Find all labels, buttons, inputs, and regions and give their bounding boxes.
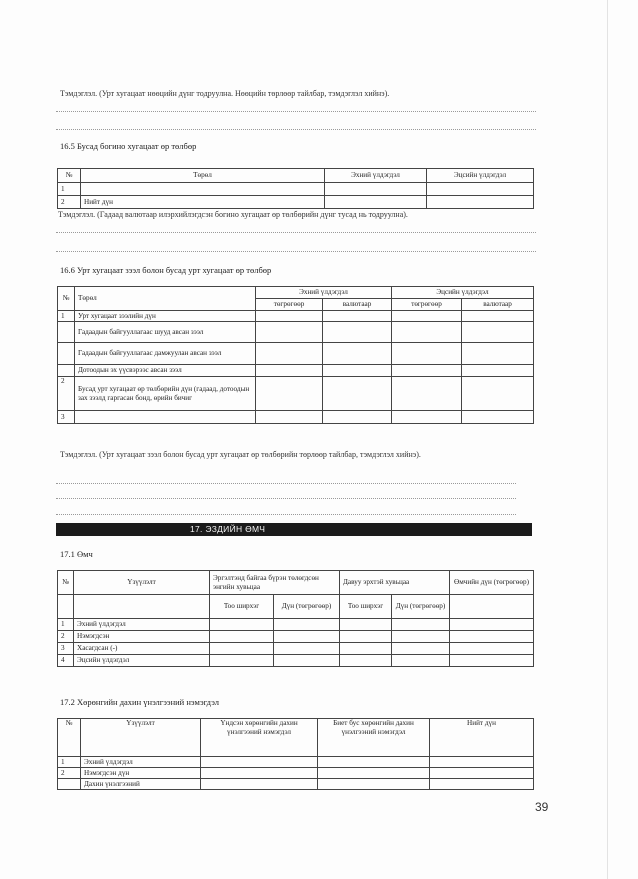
table-row <box>58 183 534 196</box>
col-header-opening-balance: Эхний үлдэгдэл <box>256 287 392 299</box>
col-header-number: № <box>58 719 81 757</box>
table-header-row <box>58 169 534 183</box>
table-row <box>58 311 534 322</box>
subheader-currency: валютаар <box>462 299 534 311</box>
table-cell <box>323 311 392 322</box>
table-cell <box>392 343 462 365</box>
row-number: 1 <box>58 311 75 322</box>
row-number <box>58 322 75 343</box>
table-cell <box>323 343 392 365</box>
row-number: 3 <box>58 643 74 655</box>
table-cell <box>256 322 323 343</box>
col-header-number: № <box>58 169 81 183</box>
row-label <box>81 183 325 196</box>
table-cell <box>392 643 450 655</box>
subheader-currency: валютаар <box>323 299 392 311</box>
note-line <box>56 129 536 130</box>
table-cell <box>201 768 318 779</box>
table-cell <box>340 643 392 655</box>
col-header-type: Төрөл <box>81 169 325 183</box>
table-cell <box>210 631 274 643</box>
section-16-6-title: 16.6 Урт хугацаат зээл болон бусад урт хугацаат өр төлбөр <box>60 265 272 275</box>
table-cell <box>318 757 430 768</box>
table-cell <box>392 322 462 343</box>
col-header-closing-balance: Эцсийн үлдэгдэл <box>427 169 534 183</box>
row-label: Нэмэгдсэн <box>74 631 210 643</box>
table-cell <box>340 631 392 643</box>
table-cell <box>318 768 430 779</box>
row-number <box>58 365 75 377</box>
table-row <box>58 631 534 643</box>
table-cell <box>450 619 534 631</box>
table-cell <box>201 779 318 790</box>
table-row <box>58 619 534 631</box>
row-number: 1 <box>58 183 81 196</box>
table-cell <box>392 377 462 411</box>
table-16-5 <box>57 168 534 209</box>
row-label: Хасагдсан (-) <box>74 643 210 655</box>
table-cell <box>210 619 274 631</box>
section-17-title: 17. ЭЗДИЙН ӨМЧ <box>190 524 266 534</box>
row-label: Дахин үнэлгээний <box>81 779 201 790</box>
row-number: 1 <box>58 619 74 631</box>
table-cell <box>323 377 392 411</box>
table-cell <box>256 411 323 424</box>
table-cell <box>323 365 392 377</box>
table-cell <box>318 779 430 790</box>
table-row <box>58 322 534 343</box>
table-cell <box>430 757 534 768</box>
section-17-1-title: 17.1 Өмч <box>60 549 93 559</box>
table-row <box>58 411 534 424</box>
row-label: Эцсийн үлдэгдэл <box>74 655 210 667</box>
col-header-number: № <box>58 571 74 595</box>
col-header-common-shares: Эргэлтэнд байгаа бүрэн төлөгдсөн энгийн хувьцаа <box>210 571 340 595</box>
table-cell <box>325 183 427 196</box>
page-edge-line <box>607 0 608 879</box>
table-cell <box>392 411 462 424</box>
table-cell <box>340 655 392 667</box>
table-cell <box>427 183 534 196</box>
table-row <box>58 196 534 209</box>
table-cell <box>323 322 392 343</box>
table-cell <box>462 377 534 411</box>
table-cell <box>450 655 534 667</box>
table-cell <box>201 757 318 768</box>
col-header-total: Нийт дүн <box>430 719 534 757</box>
table-row <box>58 757 534 768</box>
row-number <box>58 343 75 365</box>
table-cell <box>392 655 450 667</box>
col-header-indicator: Үзүүлэлт <box>81 719 201 757</box>
table-row <box>58 365 534 377</box>
row-number: 2 <box>58 631 74 643</box>
row-number: 2 <box>58 377 75 411</box>
col-header-type: Төрөл <box>75 287 256 311</box>
col-header-opening-balance: Эхний үлдэгдэл <box>325 169 427 183</box>
row-number: 4 <box>58 655 74 667</box>
table-row <box>58 655 534 667</box>
table-cell <box>256 311 323 322</box>
note-line <box>56 514 516 515</box>
section-17-header <box>56 523 532 536</box>
col-header-closing-balance: Эцсийн үлдэгдэл <box>392 287 534 299</box>
table-cell <box>462 311 534 322</box>
table-row <box>58 768 534 779</box>
table-cell <box>274 631 340 643</box>
table-cell <box>392 365 462 377</box>
col-header-intangible-revaluation: Биет бус хөрөнгийн дахин үнэлгээний нэмэгдэл <box>318 719 430 757</box>
table-17-2 <box>57 718 534 790</box>
table-cell <box>430 779 534 790</box>
row-label: Дотоодын эх үүсвэрээс авсан зээл <box>75 365 256 377</box>
row-number <box>58 779 81 790</box>
subheader-quantity: Тоо ширхэг <box>340 595 392 619</box>
table-cell <box>392 311 462 322</box>
section-17-2-title: 17.2 Хөрөнгийн дахин үнэлгээний нэмэгдэл <box>60 697 219 707</box>
table-cell <box>462 343 534 365</box>
page-number: 39 <box>535 800 549 814</box>
table-subheader-row <box>58 595 534 619</box>
table-cell <box>392 631 450 643</box>
table-cell <box>462 322 534 343</box>
table-cell <box>210 643 274 655</box>
table-header-row <box>58 287 534 299</box>
table-cell <box>325 196 427 209</box>
note-long-term-loans: Тэмдэглэл. (Урт хугацаат зээл болон бусад урт хугацаат өр төлбөрийн төрлөөр тайлбар, тэмдэглэл хийнэ). <box>60 450 421 459</box>
note-foreign-currency: Тэмдэглэл. (Гадаад валютаар илэрхийлэгдсэн богино хугацаат өр төлбөрийн дүнг тусад нь тодруулна). <box>58 210 408 219</box>
subheader-amount: Дүн (төгрөгөөр) <box>274 595 340 619</box>
table-cell <box>256 365 323 377</box>
subheader-amount: Дүн (төгрөгөөр) <box>392 595 450 619</box>
note-long-term-reserves: Тэмдэглэл. (Урт хугацаат нөөцийн дүнг тодруулна. Нөөцийн төрлөөр тайлбар, тэмдэглэл хийнэ). <box>60 89 390 98</box>
table-cell <box>274 643 340 655</box>
row-label: Эхний үлдэгдэл <box>81 757 201 768</box>
table-cell <box>274 655 340 667</box>
row-label: Нийт дүн <box>81 196 325 209</box>
note-line <box>56 483 516 484</box>
table-cell <box>392 619 450 631</box>
table-cell <box>274 619 340 631</box>
row-label: Эхний үлдэгдэл <box>74 619 210 631</box>
col-header-equity-amount: Өмчийн дүн (төгрөгөөр) <box>450 571 534 595</box>
table-row <box>58 343 534 365</box>
table-header-row <box>58 571 534 595</box>
table-cell <box>58 595 74 619</box>
col-header-indicator: Үзүүлэлт <box>74 571 210 595</box>
row-label <box>75 411 256 424</box>
section-16-5-title: 16.5 Бусад богино хугацаат өр төлбөр <box>60 141 197 151</box>
row-label: Гадаадын байгууллагаас дамжуулан авсан зээл <box>75 343 256 365</box>
subheader-mnt: төгрөгөөр <box>392 299 462 311</box>
table-row <box>58 779 534 790</box>
table-cell <box>256 343 323 365</box>
table-row <box>58 643 534 655</box>
col-header-number: № <box>58 287 75 311</box>
note-line <box>56 111 536 112</box>
row-label: Нэмэгдсэн дүн <box>81 768 201 779</box>
row-label: Гадаадын байгууллагаас шууд авсан зээл <box>75 322 256 343</box>
table-cell <box>462 411 534 424</box>
col-header-fixed-asset-revaluation: Үндсэн хөрөнгийн дахин үнэлгээний нэмэгдэл <box>201 719 318 757</box>
row-label: Урт хугацаат зээлийн дүн <box>75 311 256 322</box>
table-cell <box>462 365 534 377</box>
table-cell <box>210 655 274 667</box>
table-cell <box>340 619 392 631</box>
table-cell <box>450 595 534 619</box>
table-header-row <box>58 719 534 757</box>
row-number: 3 <box>58 411 75 424</box>
note-line <box>56 498 516 499</box>
table-cell <box>427 196 534 209</box>
row-number: 2 <box>58 768 81 779</box>
table-row <box>58 377 534 411</box>
note-line <box>56 232 536 233</box>
row-number: 1 <box>58 757 81 768</box>
row-number: 2 <box>58 196 81 209</box>
subheader-mnt: төгрөгөөр <box>256 299 323 311</box>
table-cell <box>323 411 392 424</box>
table-cell <box>450 643 534 655</box>
row-label: Бусад урт хугацаат өр төлбөрийн дүн (гадаад, дотоодын зах зээлд гаргасан бонд, өрийн бичиг <box>75 377 256 411</box>
subheader-quantity: Тоо ширхэг <box>210 595 274 619</box>
table-16-6 <box>57 286 534 424</box>
table-cell <box>430 768 534 779</box>
note-line <box>56 251 536 252</box>
col-header-preferred-shares: Давуу эрхтэй хувьцаа <box>340 571 450 595</box>
table-cell <box>450 631 534 643</box>
table-cell <box>256 377 323 411</box>
table-17-1 <box>57 570 534 667</box>
table-cell <box>74 595 210 619</box>
